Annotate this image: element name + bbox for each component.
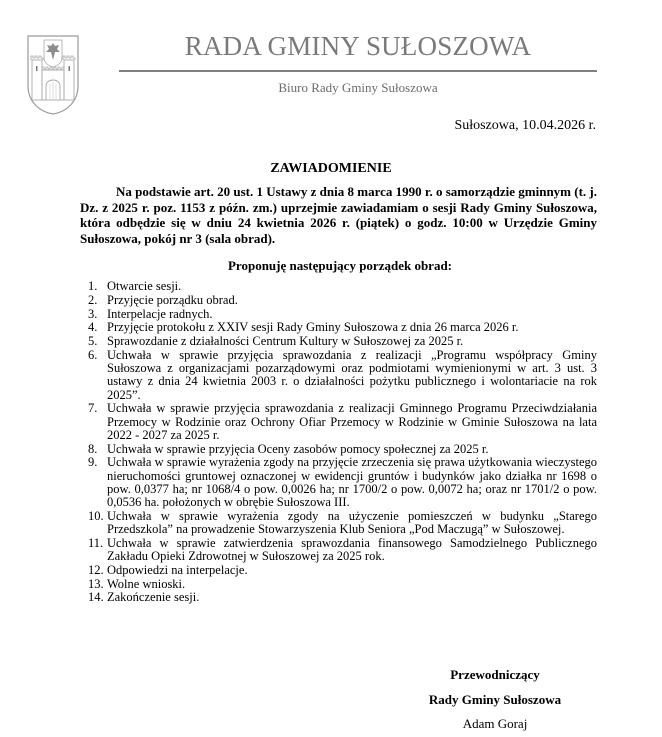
signature-role: Przewodniczący bbox=[450, 667, 540, 682]
agenda-item bbox=[80, 402, 597, 442]
agenda-item-text: Wolne wnioski. bbox=[107, 576, 186, 591]
agenda-item-number: 11. bbox=[88, 535, 104, 550]
agenda-item bbox=[80, 456, 597, 509]
agenda-item-number: 8. bbox=[88, 441, 98, 456]
agenda-item bbox=[80, 564, 597, 577]
agenda-item-number: 13. bbox=[88, 576, 104, 591]
agenda-item bbox=[80, 280, 597, 293]
signature-body: Rady Gminy Sułoszowa bbox=[428, 692, 562, 707]
agenda-item-text: Otwarcie sesji. bbox=[107, 279, 182, 293]
agenda-item-text: Uchwała w sprawie przyjęcia sprawozdania z realizacji Gminnego Programu Przeciwdziałania Przemocy w Rodzinie oraz Ochrony Ofiar Przemocy w Rodzinie w Gminie Sułoszowa na lata 2022 - 2027 za 2025 r. bbox=[107, 401, 597, 442]
agenda-item-number: 2. bbox=[88, 292, 98, 307]
agenda-item-text: Uchwała w sprawie przyjęcia Oceny zasobów pomocy społecznej za 2025 r. bbox=[107, 441, 489, 456]
agenda-item bbox=[80, 443, 597, 456]
agenda-item-text: Uchwała w sprawie zatwierdzenia sprawozdania finansowego Samodzielnego Publicznego Zakładu Opieki Zdrowotnej w Sułoszowej za 2025 rok. bbox=[107, 535, 597, 563]
agenda-heading: Proponuję następujący porządek obrad: bbox=[227, 258, 453, 273]
agenda-item bbox=[80, 578, 597, 591]
agenda-item-text: Przyjęcie protokołu z XXIV sesji Rady Gminy Sułoszowa z dnia 26 marca 2026 r. bbox=[107, 320, 519, 335]
agenda-item-text: Uchwała w sprawie przyjęcia sprawozdania z realizacji „Programu współpracy Gminy Sułoszowa z organizacjami pozarządowymi oraz podmiotami wymienionymi w art. 3 ust. 3 ustawy z dnia 24 kwietnia 2003 r. o działalności pożytku publicznego i wolontariacie na rok 2025”. bbox=[107, 347, 597, 402]
agenda-item-text: Przyjęcie porządku obrad. bbox=[107, 292, 238, 307]
place-date: Sułoszowa, 10.04.2026 r. bbox=[454, 118, 596, 133]
agenda-item bbox=[80, 349, 597, 402]
agenda-item-text: Odpowiedzi na interpelacje. bbox=[107, 562, 248, 577]
agenda-item bbox=[80, 335, 597, 348]
signature-name: Adam Goraj bbox=[462, 716, 528, 731]
agenda-item-number: 3. bbox=[88, 306, 98, 321]
agenda-item-number: 7. bbox=[88, 401, 98, 416]
agenda-item bbox=[80, 308, 597, 321]
agenda-item bbox=[80, 294, 597, 307]
agenda-item-text: Zakończenie sesji. bbox=[107, 590, 200, 605]
agenda-item bbox=[80, 321, 597, 334]
notice-body: Na podstawie art. 20 ust. 1 Ustawy z dnia 8 marca 1990 r. o samorządzie gminnym (t. j. Dz. z 2025 r. poz. 1153 z późn. zm.) uprzejmie zawiadamiam o sesji Rady Gminy Sułoszowa, która odbędzie się w dniu 24 kwietnia 2026 r. (piątek) o godz. 10:00 w Urzędzie Gminy Sułoszowa, pokój nr 3 (sala obrad). bbox=[80, 184, 597, 246]
coat-of-arms-icon bbox=[26, 34, 80, 116]
agenda-item-text: Uchwała w sprawie wyrażenia zgody na przyjęcie zrzeczenia się prawa użytkowania wieczystego nieruchomości gruntowej oznaczonej w ewidencji gruntów i budynków jako działka nr 1698 o pow. 0,0377 ha; nr 1068/4 o pow. 0,0026 ha; nr 1700/2 o pow. 0,0072 ha; oraz nr 1701/2 o pow. 0,0536 ha. położonych w obrębie Sułoszowa III. bbox=[107, 455, 597, 509]
agenda-item-text: Interpelacje radnych. bbox=[107, 306, 213, 321]
office-subtitle: Biuro Rady Gminy Sułoszowa bbox=[278, 80, 438, 95]
council-title: RADA GMINY SUŁOSZOWA bbox=[184, 31, 532, 61]
agenda-item-number: 12. bbox=[88, 562, 104, 577]
agenda-item-number: 6. bbox=[88, 347, 98, 362]
agenda-item bbox=[80, 510, 597, 536]
agenda-item-number: 4. bbox=[88, 320, 98, 335]
agenda-item bbox=[80, 591, 597, 604]
agenda-item bbox=[80, 537, 597, 563]
agenda-item-number: 9. bbox=[88, 455, 98, 470]
header-divider bbox=[119, 70, 597, 72]
agenda-item-text: Uchwała w sprawie wyrażenia zgody na użyczenie pomieszczeń w budynku „Starego Przedszkola” na prowadzenie Stowarzyszenia Klub Seniora „Pod Maczugą” w Sułoszowej. bbox=[107, 508, 597, 536]
agenda-item-number: 1. bbox=[88, 279, 98, 293]
agenda-item-text: Sprawozdanie z działalności Centrum Kultury w Sułoszowej za 2025 r. bbox=[107, 334, 464, 349]
agenda-list bbox=[80, 280, 597, 605]
agenda-item-number: 5. bbox=[88, 334, 98, 349]
agenda-item-number: 10. bbox=[88, 508, 104, 523]
notice-title: ZAWIADOMIENIE bbox=[270, 161, 392, 176]
agenda-item-number: 14. bbox=[88, 590, 104, 605]
